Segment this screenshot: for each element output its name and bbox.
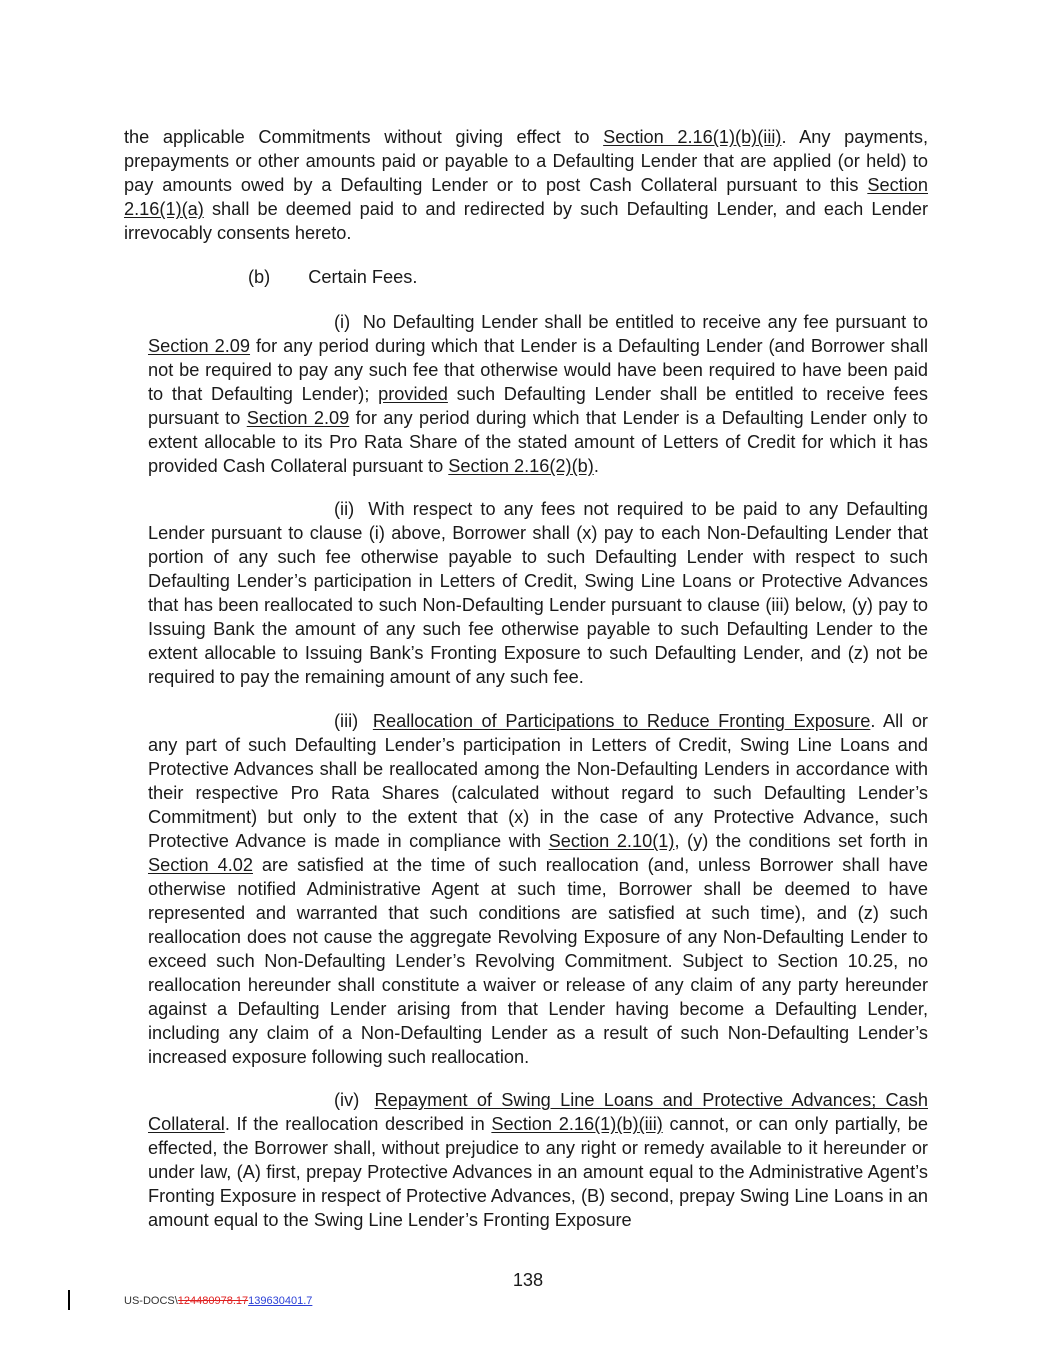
section-reference: Section 2.16(1)(a) bbox=[124, 175, 928, 219]
text-run: such Defaulting Lender shall be entitled to receive fees pursuant to bbox=[148, 384, 928, 428]
clause-marker: (iv) bbox=[334, 1090, 360, 1110]
section-reference: Section 4.02 bbox=[148, 855, 253, 875]
section-reference: Section 2.16(2)(b) bbox=[448, 456, 594, 476]
section-reference: Section 2.09 bbox=[246, 408, 350, 428]
text-run: . Any payments, prepayments or other amounts paid or payable to a Defaulting Lender that are applied (or held) to pay amounts owed by a Defaulting Lender or to post Cash Collateral pursuant to this bbox=[124, 127, 928, 195]
text-run: . bbox=[593, 456, 599, 476]
page-number: 138 bbox=[512, 1270, 544, 1290]
text-run: the applicable Commitments without giving effect to bbox=[124, 127, 604, 147]
clause-marker: (i) bbox=[334, 312, 351, 332]
text-run: cannot, or can only partially, be effected, the Borrower shall, without prejudice to any right or remedy available to it hereunder or under law, (A) first, prepay Protective Advances in an amount equal to the Administrative Agent’s Fronting Exposure in respect of Protective Advances, (B) second, prepay Swing Line Loans in an amount equal to the Swing Line Lender’s Fronting Exposure bbox=[148, 1114, 928, 1230]
text-run: shall be deemed paid to and redirected by such Defaulting Lender, and each Lender irrevocably consents hereto. bbox=[124, 199, 928, 243]
clause-heading: Reallocation of Participations to Reduce Fronting Exposure bbox=[372, 711, 871, 731]
section-reference: Section 2.16(1)(b)(iii) bbox=[491, 1114, 663, 1134]
clause-marker: (ii) bbox=[334, 499, 355, 519]
section-reference: Section 2.09 bbox=[148, 336, 251, 356]
deleted-doc-id: 124480978.17 bbox=[177, 1295, 249, 1307]
text-run: , (y) the conditions set forth in bbox=[674, 831, 928, 851]
clause-iv-paragraph bbox=[148, 1088, 928, 1232]
section-title: Certain Fees. bbox=[308, 267, 418, 287]
text-run: for any period during which that Lender is a Defaulting Lender only to extent allocable to its Pro Rata Share of the stated amount of Letters of Credit for which it has provided Cash Collateral pursuant to bbox=[148, 408, 928, 476]
text-run: are satisfied at the time of such reallocation (and, unless Borrower shall have otherwise notified Administrative Agent at such time, Borrower shall be deemed to have represented and warranted that such conditions are satisfied at such time), and (z) such reallocation does not cause the aggregate Revolving Exposure of any Non-Defaulting Lender to exceed such Non-Defaulting Lender’s Revolving Commitment. Subject to Section 10.25, no reallocation hereunder shall constitute a waiver or release of any claim of any party hereunder against a Defaulting Lender arising from that Lender having become a Defaulting Lender, including any claim of a Non-Defaulting Lender as a result of such Non-Defaulting Lender’s increased exposure following such reallocation. bbox=[148, 855, 928, 1067]
clause-heading: Repayment of Swing Line Loans and Protective Advances; Cash Collateral bbox=[148, 1090, 928, 1134]
section-heading-b bbox=[248, 265, 417, 289]
text-run: No Defaulting Lender shall be entitled to receive any fee pursuant to bbox=[362, 312, 928, 332]
text-run: . All or any part of such Defaulting Lender’s participation in Letters of Credit, Swing Line Loans and Protective Advances shall be reallocated among the Non-Defaulting Lenders in accordance with their respective Pro Rata Shares (calculated without regard to such Defaulting Lender’s Commitment) but only to the extent that (x) in the case of any Protective Advance, such Protective Advance is made in compliance with bbox=[148, 711, 928, 851]
section-marker: (b) bbox=[248, 267, 271, 287]
clause-ii-paragraph bbox=[148, 497, 928, 689]
clause-iii-paragraph bbox=[148, 709, 928, 1069]
section-reference: Section 2.16(1)(b)(iii) bbox=[603, 127, 782, 147]
text-run: With respect to any fees not required to be paid to any Defaulting Lender pursuant to clause (i) above, Borrower shall (x) pay to each Non-Defaulting Lender that portion of any such fee otherwise payable to such Defaulting Lender with respect to such Defaulting Lender’s participation in Letters of Credit, Swing Line Loans or Protective Advances that has been reallocated to such Non-Defaulting Lender pursuant to clause (iii) below, (y) pay to Issuing Bank the amount of any such fee otherwise payable to such Defaulting Lender to the extent allocable to Issuing Bank’s Fronting Exposure to such Defaulting Lender, and (z) not be required to pay the remaining amount of any such fee. bbox=[148, 499, 928, 687]
section-reference: Section 2.10(1) bbox=[548, 831, 675, 851]
revision-change-bar bbox=[68, 1290, 70, 1310]
clause-marker: (iii) bbox=[334, 711, 359, 731]
document-id bbox=[124, 1294, 312, 1308]
clause-i-paragraph bbox=[148, 310, 928, 478]
text-run: for any period during which that Lender is a Defaulting Lender (and Borrower shall not be required to pay any such fee that otherwise would have been required to have been paid to that Defaulting Lender); bbox=[148, 336, 928, 404]
proviso-term: provided bbox=[378, 384, 448, 404]
text-run: . If the reallocation described in bbox=[224, 1114, 492, 1134]
doc-id-prefix: US-DOCS\ bbox=[124, 1295, 178, 1307]
inserted-doc-id: 139630401.7 bbox=[248, 1295, 313, 1307]
continuation-paragraph bbox=[124, 125, 928, 245]
